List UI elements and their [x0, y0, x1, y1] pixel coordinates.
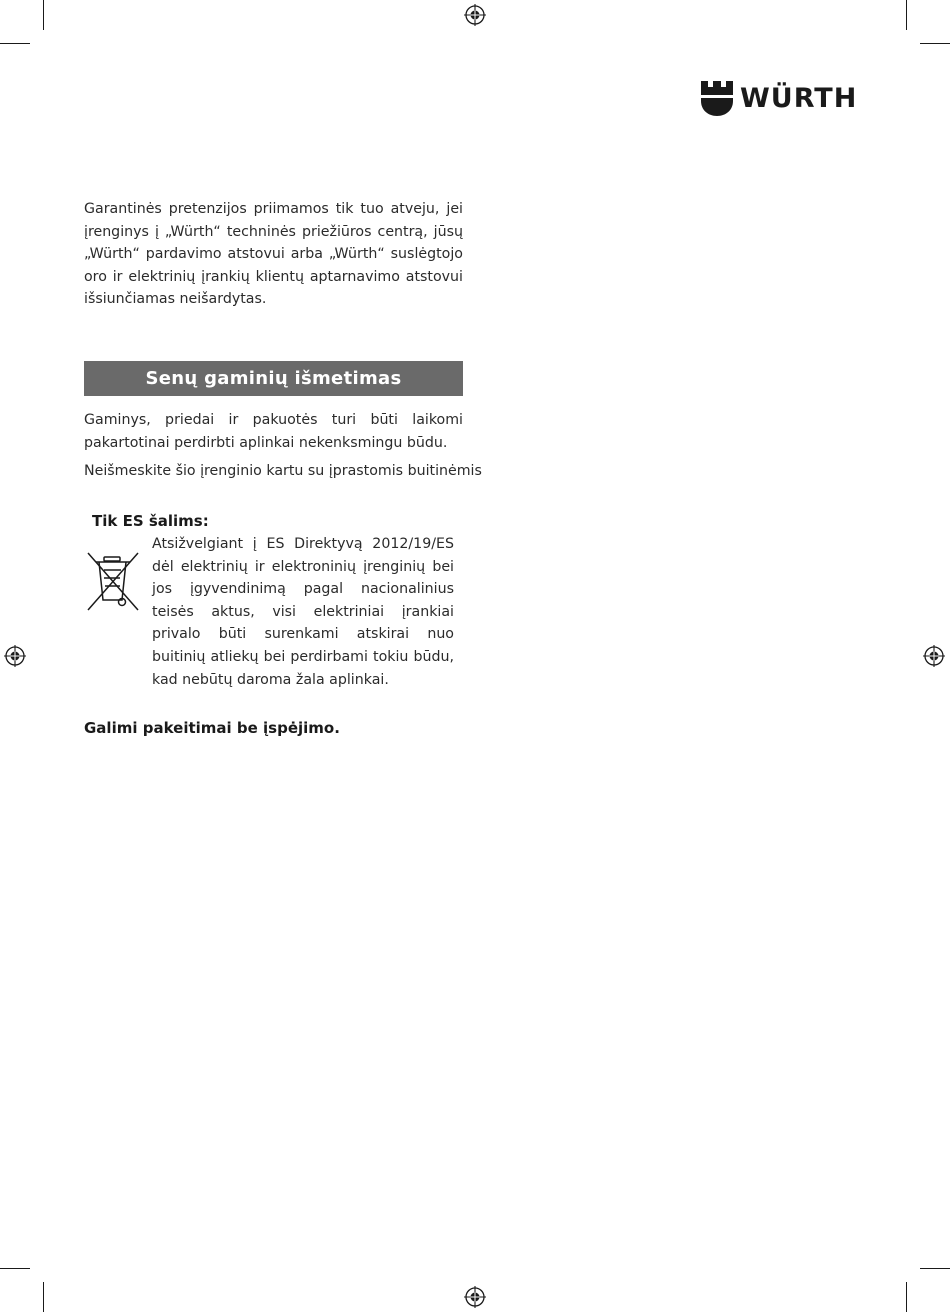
crop-mark-bottom-right-vertical	[906, 1282, 907, 1312]
wurth-crest-icon	[700, 79, 734, 117]
crop-mark-bottom-left-vertical	[43, 1282, 44, 1312]
crossed-out-wheelie-bin-icon	[84, 550, 142, 614]
registration-mark-right-icon	[923, 645, 945, 667]
disposal-paragraph-2: Neišmeskite šio įrenginio kartu su įprastomis buitinėmis	[84, 463, 482, 479]
crop-mark-top-left-vertical	[43, 0, 44, 30]
brand-name: WÜRTH	[740, 82, 858, 114]
registration-mark-left-icon	[4, 645, 26, 667]
crop-mark-bottom-left-horizontal	[0, 1268, 30, 1269]
warranty-paragraph: Garantinės pretenzijos priimamos tik tuo atveju, jei įrenginys į „Würth“ techninės priežiūros centrą, jūsų „Würth“ pardavimo atstovui arba „Würth“ suslėgtojo oro ir elektrinių įrankių klientų aptarnavimo atstovui išsiunčiamas neišardytas.	[84, 201, 463, 308]
crop-mark-top-left-horizontal	[0, 43, 30, 44]
registration-mark-bottom-icon	[464, 1286, 486, 1308]
wurth-logo	[700, 78, 857, 118]
changes-notice: Galimi pakeitimai be įspėjimo.	[84, 719, 340, 737]
disposal-paragraph-1: Gaminys, priedai ir pakuotės turi būti laikomi pakartotinai perdirbti aplinkai nekenksmingu būdu.	[84, 412, 463, 451]
registration-mark-top-icon	[464, 4, 486, 26]
section-heading-disposal	[84, 361, 463, 396]
crop-mark-top-right-vertical	[906, 0, 907, 30]
section-heading-text: Senų gaminių išmetimas	[145, 368, 402, 389]
crop-mark-bottom-right-horizontal	[920, 1268, 950, 1269]
eu-label: Tik ES šalims:	[92, 512, 209, 530]
crop-mark-top-right-horizontal	[920, 43, 950, 44]
eu-paragraph: Atsižvelgiant į ES Direktyvą 2012/19/ES dėl elektrinių ir elektroninių įrenginių bei jos įgyvendinimą pagal nacionalinius teisės aktus, visi elektriniai įrankiai privalo būti surenkami atskirai nuo buitinių atliekų bei perdirbami tokiu būdu, kad nebūtų daroma žala aplinkai.	[152, 536, 454, 688]
